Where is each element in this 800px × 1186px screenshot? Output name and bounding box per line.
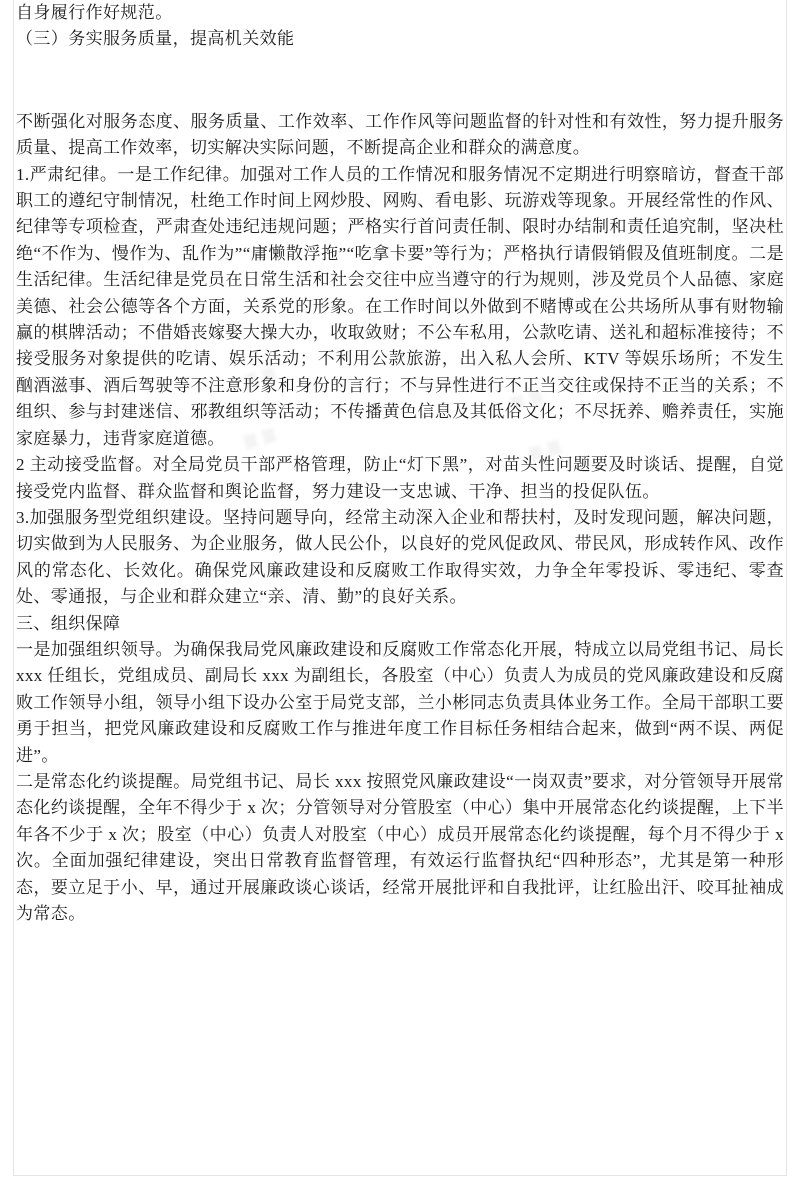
paragraph-reminder: 二是常态化约谈提醒。局党组书记、局长 xxx 按照党风廉政建设“一岗双责”要求，对分管领导开展常态化约谈提醒，全年不得少于 x 次；分管领导对分管股室（中心）集中开展常态化约谈提醒，上下半年各不少于 x 次；股室（中心）负责人对股室（中心）成员开展常态化约谈提醒，每个月不得少于 x 次。全面加强纪律建设，突出日常教育监督管理，有效运行监督执纪“四种形态”，尤其是第一种形态，要立足于小、早，通过开展廉政谈心谈话，经常开展批评和自我批评，让红脸出汗、咬耳扯袖成为常态。 — [16, 771, 784, 923]
paragraph-leadership: 一是加强组织领导。为确保我局党风廉政建设和反腐败工作常态化开展，特成立以局党组书记、局长 xxx 任组长，党组成员、副局长 xxx 为副组长，各股室（中心）负责人为成员的党风廉政建设和反腐败工作领导小组，领导小组下设办公室于局党支部，兰小彬同志负责具体业务工作。全局干部职工要勇于担当，把党风廉政建设和反腐败工作与推进年度工作目标任务相结合起来，做到“两不误、两促进”。 — [16, 639, 784, 765]
paragraph-discipline: 1.严肃纪律。一是工作纪律。加强对工作人员的工作情况和服务情况不定期进行明察暗访，督查干部职工的遵纪守制情况，杜绝工作时间上网炒股、网购、看电影、玩游戏等现象。开展经常性的作风、纪律等专项检查，严肃查处违纪违规问题；严格实行首问责任制、限时办结制和责任追究制，坚决杜绝“不作为、慢作为、乱作为”“庸懒散浮拖”“吃拿卡要”等行为；严格执行请假销假及值班制度。二是生活纪律。生活纪律是党员在日常生活和社会交往中应当遵守的行为规则，涉及党员个人品德、家庭美德、社会公德等各个方面，关系党的形象。在工作时间以外做到不赌博或在公共场所从事有财物输赢的棋牌活动；不借婚丧嫁娶大操大办，收取敛财；不公车私用，公款吃请、送礼和超标准接待；不接受服务对象提供的吃请、娱乐活动；不利用公款旅游，出入私人会所、KTV 等娱乐场所；不发生酗酒滋事、酒后驾驶等不注意形象和身份的言行；不与异性进行不正当交往或保持不正当的关系；不组织、参与封建迷信、邪教组织等活动；不传播黄色信息及其低俗文化；不尽抚养、赡养责任，实施家庭暴力，违背家庭道德。 — [16, 164, 784, 448]
subsection-heading-service: （三）务实服务质量，提高机关效能 — [16, 29, 295, 49]
paragraph-party-building: 3.加强服务型党组织建设。坚持问题导向，经常主动深入企业和帮扶村，及时发现问题，解决问题，切实做到为人民服务、为企业服务，做人民公仆，以良好的党风促政风、带民风，形成转作风、改作风的常态化、长效化。确保党风廉政建设和反腐败工作取得实效，力争全年零投诉、零违纪、零查处、零通报，与企业和群众建立“亲、清、勤”的良好关系。 — [16, 507, 784, 607]
section-heading-org: 三、组织保障 — [16, 613, 121, 633]
paragraph-supervision: 2 主动接受监督。对全局党员干部严格管理，防止“灯下黑”，对苗头性问题要及时谈话、提醒，自觉接受党内监督、群众监督和舆论监督，努力建设一支忠诚、干净、担当的投促队伍。 — [16, 455, 784, 501]
section-gap — [16, 53, 784, 109]
clipped-top-line: 自身履行作好规范。 — [16, 3, 173, 22]
paragraph-intro: 不断强化对服务态度、服务质量、工作效率、工作作风等问题监督的针对性和有效性，努力提升服务质量、提高工作效率，切实解决实际问题，不断提高企业和群众的满意度。 — [16, 111, 784, 158]
